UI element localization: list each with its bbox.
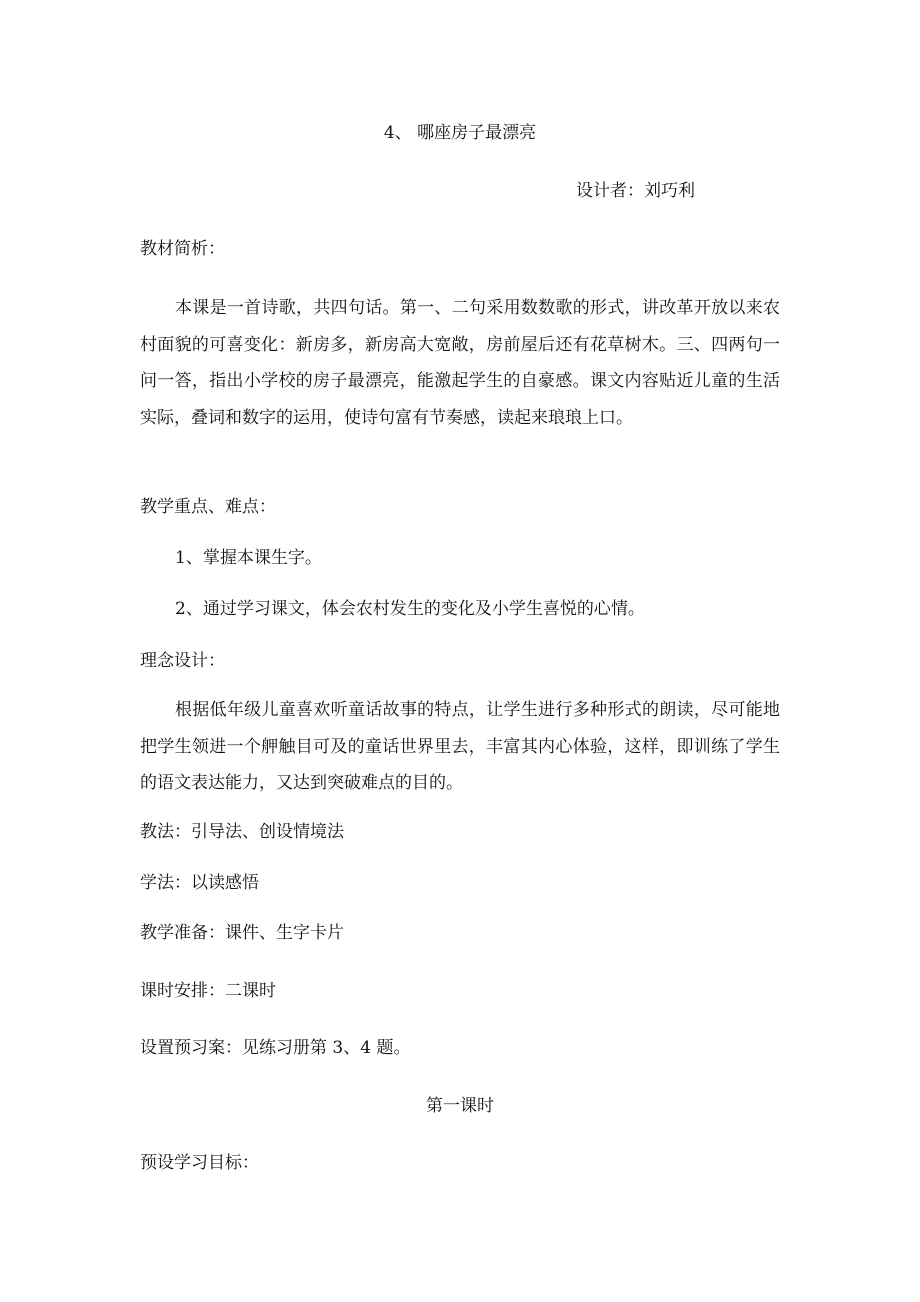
teaching-method-line: 教法：引导法、创设情境法 [140,822,344,842]
schedule-line: 课时安排：二课时 [140,981,276,1001]
analysis-paragraph: 本课是一首诗歌，共四句话。第一、二句采用数数歌的形式，讲改革开放以来农村面貌的可喜变化：新房多，新房高大宽敞，房前屋后还有花草树木。三、四两句一问一答，指出小学校的房子最漂亮，能激起学生的自豪感。课文内容贴近儿童的生活实际，叠词和数字的运用，使诗句富有节奏感，读起来琅琅上口。 [140,298,780,428]
preview-line: 设置预习案：见练习册第 3、4 题。 [140,1038,411,1058]
key-points-heading: 教学重点、难点： [140,497,276,517]
objectives-heading: 预设学习目标： [140,1153,259,1173]
document-title: 4、 哪座房子最漂亮 [383,123,537,143]
learning-method-line: 学法：以读感悟 [140,873,259,893]
lesson-heading: 第一课时 [426,1096,494,1116]
analysis-heading: 教材简析： [140,239,225,259]
key-point-item-2: 2、通过学习课文，体会农村发生的变化及小学生喜悦的心情。 [175,599,645,619]
key-point-item-1: 1、掌握本课生字。 [175,548,322,568]
concept-heading: 理念设计： [140,651,225,671]
author-line: 设计者：刘巧利 [576,181,695,201]
preparation-line: 教学准备：课件、生字卡片 [140,923,344,943]
concept-paragraph: 根据低年级儿童喜欢听童话故事的特点，让学生进行多种形式的朗读，尽可能地把学生领进一个舺触目可及的童话世界里去，丰富其内心体验，这样，即训练了学生的语文表达能力，又达到突破难点的目的。 [140,700,780,793]
